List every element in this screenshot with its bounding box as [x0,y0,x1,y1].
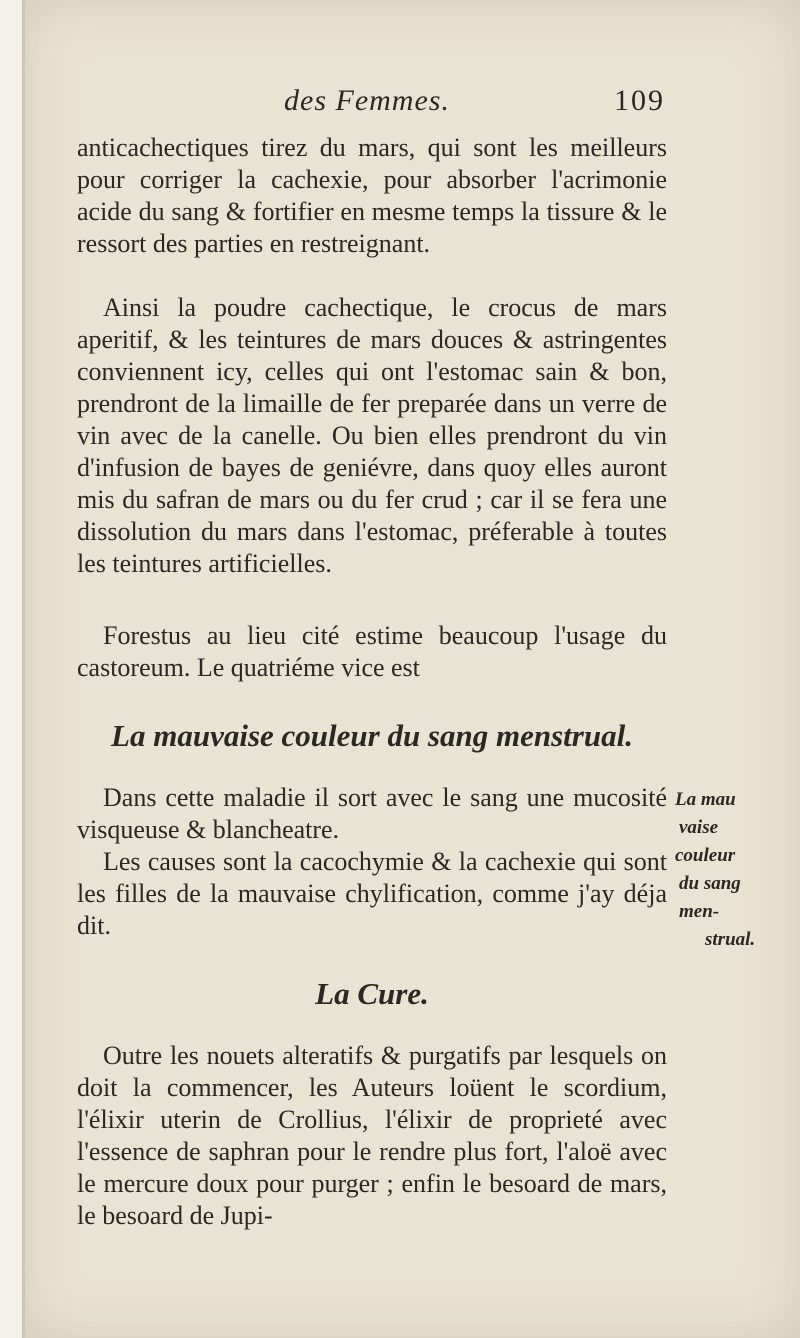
margin-note-line: La mau [675,789,736,810]
margin-note-line: vaise [679,817,719,838]
margin-note-line: men- [679,901,720,922]
section-title-cure: La Cure. [315,976,429,1011]
page-number: 109 [614,84,665,117]
paragraph-3: Forestus au lieu cité estime beaucoup l'usage du castoreum. Le quatriéme vice est [77,621,667,682]
paragraph-1: anticachectiques tirez du mars, qui sont les meilleurs pour corriger la cachexie, pour absorber l'acrimonie acide du sang & fortifier en mesme temps la tissure & le ressort des parties en restreignant. [77,133,667,258]
margin-note [675,786,785,954]
margin-note-line: couleur [675,845,736,866]
page-header [22,84,800,124]
paragraph-5: Les causes sont la cacochymie & la cachexie qui sont les filles de la mauvaise chylification, comme j'ay déja dit. [77,847,667,940]
margin-note-line: strual. [705,929,756,950]
book-page [22,0,800,1338]
margin-note-line: du sang [679,873,741,894]
running-title: des Femmes. [284,84,450,117]
paragraph-6: Outre les nouets alteratifs & purgatifs par lesquels on doit la commencer, les Auteurs loüent le scordium, l'élixir uterin de Crollius, l'élixir de proprieté avec l'essence de saphran pour le rendre plus fort, l'aloë avec le mercure doux pour purger ; enfin le besoard de mars, le besoard de Jupi- [77,1041,667,1230]
paragraph-2: Ainsi la poudre cachectique, le crocus de mars aperitif, & les teintures de mars douces & astringentes conviennent icy, celles qui ont l'estomac sain & bon, prendront de la limaille de fer preparée dans un verre de vin avec de la canelle. Ou bien elles prendront du vin d'infusion de bayes de geniévre, dans quoy elles auront mis du safran de mars ou du fer crud ; car il se fera une dissolution du mars dans l'estomac, préferable à toutes les teintures artificielles. [77,293,667,578]
paragraph-4: Dans cette maladie il sort avec le sang une mucosité visqueuse & blancheatre. [77,783,667,844]
section-title-bad-color: La mauvaise couleur du sang menstrual. [111,718,633,753]
